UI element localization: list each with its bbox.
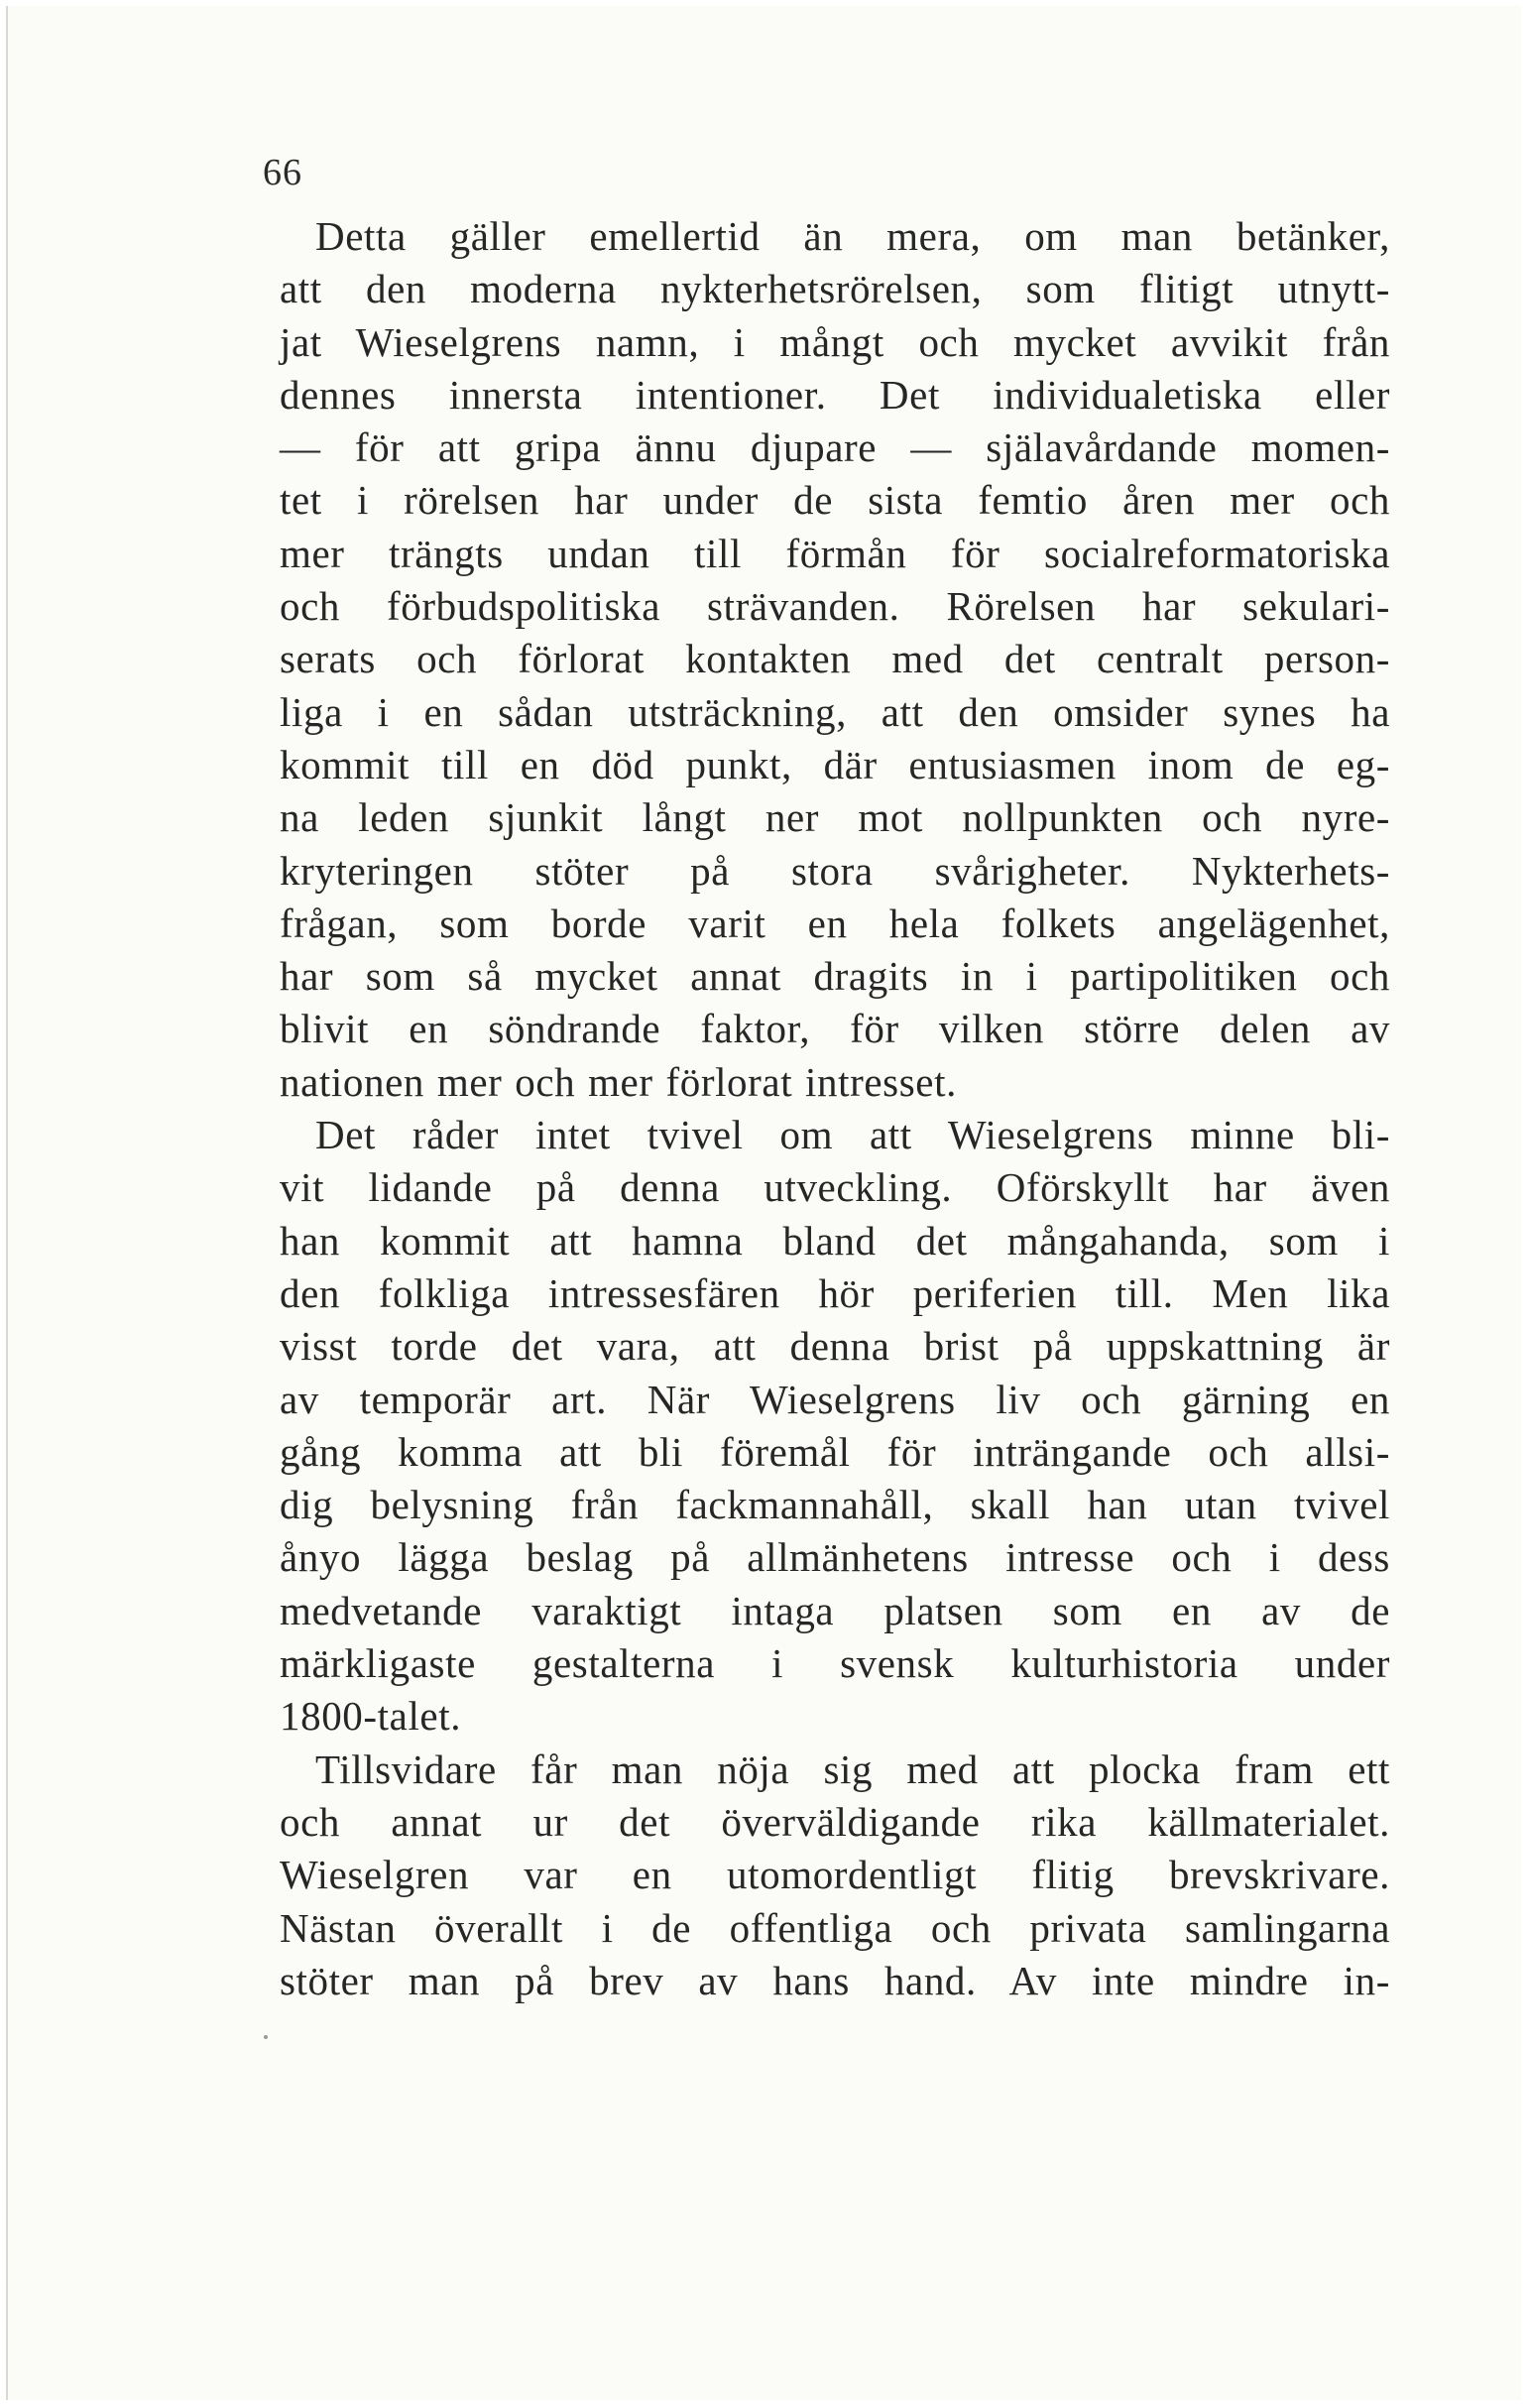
paragraph-3 — [280, 1744, 1390, 2007]
text-line: och annat ur det överväldigande rika källmaterialet. — [280, 1798, 1390, 1845]
text-line: stöter man på brev av hans hand. Av inte mindre in- — [280, 1957, 1390, 2003]
text-line: 1800-talet. — [280, 1693, 462, 1740]
text-line: jat Wieselgrens namn, i mångt och mycket avvikit från — [280, 318, 1390, 365]
paragraph-1 — [280, 210, 1390, 1109]
text-line: har som så mycket annat dragits in i partipolitiken och — [280, 953, 1390, 1000]
text-line: av temporär art. När Wieselgrens liv och gärning en — [280, 1376, 1390, 1422]
page-number: 66 — [263, 152, 302, 193]
paragraph-2 — [280, 1109, 1390, 1744]
text-line: dig belysning från fackmannahåll, skall han utan tvivel — [280, 1482, 1390, 1528]
text-line: att den moderna nykterhetsrörelsen, som flitigt utnytt- — [280, 266, 1390, 312]
text-line: vit lidande på denna utveckling. Oförskyllt har även — [280, 1164, 1390, 1211]
text-line: kommit till en död punkt, där entusiasmen inom de eg- — [280, 741, 1390, 787]
text-line: märkligaste gestalterna i svensk kulturhistoria under — [280, 1640, 1390, 1687]
text-line: den folkliga intressesfären hör periferien till. Men lika — [280, 1269, 1390, 1316]
text-line: Det råder intet tvivel om att Wieselgrens minne bli- — [315, 1112, 1390, 1158]
ink-speck — [264, 2035, 268, 2039]
text-line: och förbudspolitiska strävanden. Rörelsen har sekulari- — [280, 583, 1390, 630]
body-text — [280, 210, 1390, 2007]
text-line: mer trängts undan till förmån för socialreformatoriska — [280, 530, 1390, 576]
text-line: visst torde det vara, att denna brist på uppskattning är — [280, 1323, 1390, 1370]
text-line: blivit en söndrande faktor, för vilken större delen av — [280, 1006, 1390, 1052]
text-line: Nästan överallt i de offentliga och privata samlingarna — [280, 1904, 1390, 1951]
text-line: han kommit att hamna bland det mångahanda, som i — [280, 1217, 1390, 1264]
text-line: Wieselgren var en utomordentligt flitig brevskrivare. — [280, 1852, 1390, 1898]
text-line: na leden sjunkit långt ner mot nollpunkten och nyre- — [280, 794, 1390, 841]
text-line: liga i en sådan utsträckning, att den omsider synes ha — [280, 688, 1390, 735]
text-line: Tillsvidare får man nöja sig med att plocka fram ett — [315, 1746, 1390, 1792]
text-line: nationen mer och mer förlorat intresset. — [280, 1058, 957, 1105]
text-line: frågan, som borde varit en hela folkets angelägenhet, — [280, 900, 1390, 946]
text-line: — för att gripa ännu djupare — själavårdande momen- — [280, 424, 1390, 471]
text-line: kryteringen stöter på stora svårigheter. Nykterhets- — [280, 847, 1390, 894]
text-line: Detta gäller emellertid än mera, om man betänker, — [315, 213, 1390, 259]
text-line: dennes innersta intentioner. Det individualetiska eller — [280, 371, 1390, 418]
text-line: medvetande varaktigt intaga platsen som en av de — [280, 1587, 1390, 1633]
text-line: ånyo lägga beslag på allmänhetens intresse och i dess — [280, 1534, 1390, 1581]
text-line: serats och förlorat kontakten med det centralt person- — [280, 636, 1390, 682]
text-line: tet i rörelsen har under de sista femtio åren mer och — [280, 477, 1390, 524]
text-line: gång komma att bli föremål för inträngande och allsi- — [280, 1428, 1390, 1475]
